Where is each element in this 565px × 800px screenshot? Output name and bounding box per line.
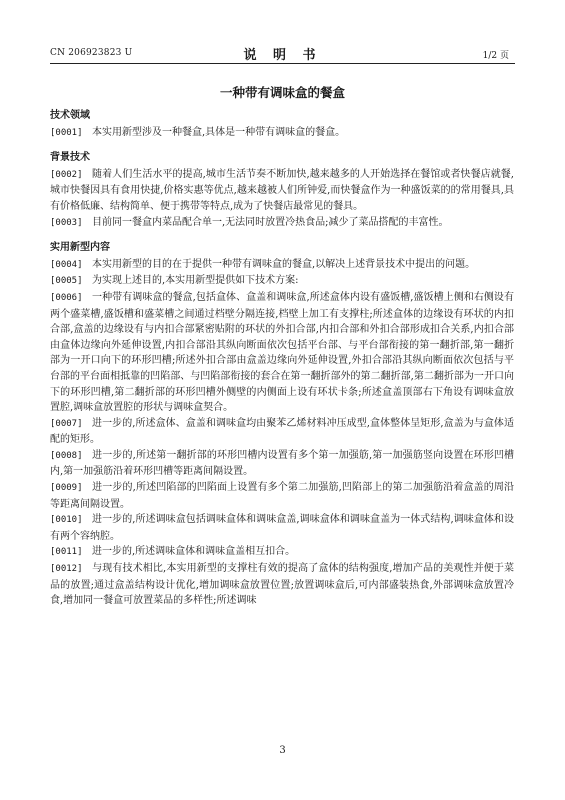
section-heading: 背景技术 [50, 152, 90, 164]
paragraph-text: 本实用新型的目的在于提供一种带有调味盒的餐盒,以解决上述背景技术中提出的问题。 [92, 258, 476, 270]
section-heading: 实用新型内容 [50, 242, 110, 254]
paragraph-text: 进一步的,所述凹陷部的凹陷面上设置有多个第二加强筋,凹陷部上的第二加强筋沿着盒盖的周沿等距离间隔设置。 [50, 482, 514, 510]
paragraph-number: [0010] [50, 515, 83, 526]
header-rule [50, 63, 515, 64]
paragraph [50, 416, 514, 448]
paragraph-number: [0006] [50, 292, 83, 303]
paragraph-text: 进一步的,所述第一翻折部的环形凹槽内设置有多个第一加强筋,第一加强筋竖向设置在环形凹槽内,第一加强筋沿着环形凹槽等距离间隔设置。 [50, 449, 514, 478]
paragraph [50, 544, 514, 561]
paragraph-number: [0005] [50, 276, 83, 287]
paragraph-number: [0012] [50, 564, 83, 575]
paragraph-text: 目前同一餐盒内菜品配合单一,无法同时放置冷热食品;减少了菜品搭配的丰富性。 [92, 216, 449, 228]
section-heading: 技术领域 [50, 110, 90, 121]
paragraph [50, 561, 514, 609]
paragraph-number: [0008] [50, 450, 83, 461]
paragraph-text: 随着人们生活水平的提高,城市生活节奏不断加快,越来越多的人开始选择在餐馆或者快餐店就餐,城市快餐因具有食用快捷,价格实惠等优点,越来越被人们所钟爱,而快餐盒作为一种盛饭菜的的常用餐具,具有价格低廉、结构简单、便于携带等特点,成为了快餐店最常见的餐具。 [50, 168, 514, 212]
paragraph [50, 512, 514, 544]
description-body [50, 108, 514, 609]
paragraph-number: [0003] [50, 217, 83, 228]
paragraph-text: 进一步的,所述盒体、盒盖和调味盒均由聚苯乙烯材料冲压成型,盒体整体呈矩形,盒盖为与盒体适配的矩形。 [50, 417, 514, 446]
paragraph [50, 215, 514, 232]
paragraph [50, 448, 514, 480]
paragraph-number: [0004] [50, 259, 83, 270]
paragraph-number: [0001] [50, 127, 83, 138]
paragraph [50, 273, 514, 290]
paragraph [50, 167, 514, 215]
paragraph-text: 为实现上述目的,本实用新型提供如下技术方案: [92, 275, 299, 287]
paragraph-text: 一种带有调味盒的餐盒,包括盒体、盒盖和调味盒,所述盒体内设有盛饭槽,盛饭槽上侧和右侧设有两个盛菜槽,盛饭槽和盛菜槽之间通过档壁分隔连接,档壁上加工有支撑柱;所述盒体的边缘设有环状的内扣合部,盒盖的边缘设有与内扣合部紧密贴附的环状的外扣合部,内扣合部和外扣合部形成扣合关系,内扣合部由盒体边缘向外延伸设置,内扣合部沿其纵向断面依次包括平台部、与平台部衔接的第一翻折部,第一翻折部为一开口向下的环形凹槽;所述外扣合部由盒盖边缘向外延伸设置,外扣合部沿其纵向断面依次包括与平台部的平台面相抵靠的凹陷部、与凹陷部衔接的套合在第一翻折部外的第二翻折部,第二翻折部为一开口向下的环形凹槽,第二翻折部的环形凹槽外侧壁的内侧面上设有环状卡条;所述盒盖顶部右下角设有调味盒放置腔,调味盒放置腔的形状与调味盒契合。 [50, 291, 514, 414]
paragraph-number: [0009] [50, 483, 83, 494]
paragraph-number: [0002] [50, 169, 83, 180]
paragraph-text: 本实用新型涉及一种餐盒,具体是一种带有调味盒的餐盒。 [92, 126, 346, 138]
document-number: CN 206923823 U [50, 48, 133, 58]
paragraph [50, 290, 514, 416]
paragraph-number: [0007] [50, 418, 83, 429]
paragraph-number: [0011] [50, 547, 83, 558]
paragraph-text: 进一步的,所述调味盒包括调味盒体和调味盒盖,调味盒体和调味盒盖为一体式结构,调味盒体和设有两个容纳腔。 [50, 514, 514, 542]
invention-title: 一种带有调味盒的餐盒 [219, 85, 345, 100]
paragraph [50, 125, 514, 142]
page-indicator: 1/2 页 [482, 51, 509, 61]
paragraph [50, 480, 514, 512]
paragraph-text: 与现有技术相比,本实用新型的支撑柱有效的提高了盒体的结构强度,增加产品的美观性并便于菜品的放置;通过盒盖结构设计优化,增加调味盒放置位置;放置调味盒后,可内部盛装热食,外部调味盒放置冷食,增加同一餐盒可放置菜品的多样性;所述调味 [50, 563, 514, 607]
document-type-title: 说 明 书 [243, 48, 322, 63]
page-number: 3 [279, 745, 286, 756]
paragraph-text: 进一步的,所述调味盒体和调味盒盖相互扣合。 [92, 546, 296, 558]
paragraph [50, 257, 514, 274]
